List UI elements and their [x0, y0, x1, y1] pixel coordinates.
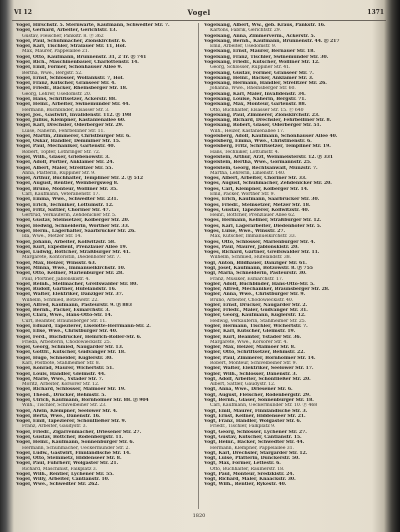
entry-text: Vogel, Willy, Arbeiter, Cantianstr. 10.	[16, 477, 110, 483]
entry-text: Vogelsang, Hermann, Händler, Strelitzer Str. 26.	[204, 81, 327, 87]
entry-text: Vogel, Adolf, Portier, Anklamer Str. 24.	[16, 160, 115, 166]
entry-text: Vogl, Maria, Schneiderin, Pasteurstr. 30.	[204, 271, 307, 277]
entry-text: Vogel, Gustav, Böttcher, Rodenbergstr. 11.	[16, 434, 124, 440]
entry-text: Vogel, Franz, Kutscher, Granseer Str. 4.	[16, 81, 116, 87]
entry-text: Vogelsberg, Fritz, Schriftsetzer, Templiner Str. 19.	[204, 144, 331, 150]
entry-text: Carl, Kaufmann, Ueckermünder Str. 10. Ⓟ 468	[210, 403, 318, 409]
entry-text: Vogel, Arthur, Buchhalter, Templiner Str. 2. Ⓟ 512	[16, 176, 144, 182]
entry-text: Vogler, Alfred, Mechaniker, Braunsberger Str. 28.	[204, 287, 330, 293]
entry-text: Frieda, Arbeiterin, Chodowieckistr. 25.	[22, 339, 111, 345]
entry-text: Vogel, Otto, Kaufmann, Brunnenstr. 31, 2 Tr. Ⓟ 741	[16, 54, 147, 60]
entry-text: Vogt, Anna, Wwe., Driesener Str. 6.	[204, 387, 293, 393]
entry-text: Hermann, Schuhmacher, Ueckermünder Str. 2.	[22, 445, 130, 451]
entry-text: Vogelstein, Georg, Rechtsanwalt, Münzstr. 7.	[204, 165, 318, 171]
entry-text: Vogt, Gustav, Kutscher, Cantianstr. 15.	[204, 434, 302, 440]
entry-text: Vogel, Max, Heizer, Winsstr. 63.	[16, 260, 97, 266]
entry-text: Vogel, Gerhard, Arbeiter, Gerichtstr. 13.	[16, 28, 118, 34]
entry-text: Vogel, Ernst, Schlosser, Wollankstr. 7, Hof.	[16, 75, 124, 81]
entry-text: Vogelsang, Albert, Ww., geb. Kraus, Pankstr. 16.	[204, 23, 326, 28]
entry-text: Anna, Plätterin, Ruppiner Str. 9.	[22, 170, 96, 176]
entry-text: Vogelsberg, Emma, Wwe., Christinenstr. 6.	[204, 139, 312, 145]
entry-text: Vogel, Eduard, Tapezierer, Liselotte-Herrmann-Str. 2.	[16, 324, 151, 330]
entry-text: Vogel, Ferd., Buchdrucker, Heinrich-Roller-Str. 6.	[16, 334, 142, 340]
entry-text: Voges, Albert, Arbeiter, Choriner Str. 33.	[204, 176, 307, 182]
entry-text: Vogt, Franz, Händler, Wolgaster Str. 6.	[204, 419, 302, 425]
entry-text: Vogel, Otto, Steinmetz, Hiddenseer Str. 8.	[16, 456, 122, 462]
entry-text: Luise, Näherin, Fehrbelliner Str. 11.	[22, 128, 105, 134]
entry-text: Vogel, Friedr., Zigarrenmacher, Driesener Str. 27.	[16, 429, 142, 435]
entry-text: Richard, Maschinist, Falkplatz 3.	[22, 466, 98, 472]
entry-text: Vogel, Alfred, Kaufmann, Pasteurstr. 9. Ⓟ 883	[16, 302, 132, 308]
entry-text: Vogler, Otto, Schriftsetzer, Behmstr. 22.	[204, 350, 305, 356]
entry-text: Margarete, Wwe., Korsörer Str. 4.	[210, 339, 288, 345]
entry-text: Hermann, Klempner, Pappelallee 31.	[210, 445, 294, 451]
entry-text: Max, Maurer, Pappelallee 21.	[22, 49, 90, 55]
page-title: Vogel	[187, 8, 211, 17]
entry-text: Vogler, Wilh., Schlosser, Dänenstr. 3.	[204, 371, 298, 377]
entry-text: Vogel, Hirschstr. 5. Sternwarte, Kaufmann, Schwedter Str. 7.	[16, 23, 170, 28]
entry-text: Vogel, Paul, Mechaniker, Gartenstr. 40.	[16, 144, 116, 150]
entry-text: Vogel, Marie, Wwe., Ystader Str. 7.	[16, 376, 104, 382]
entry-text: Vogt, Georg, Schlosser, Lychener Str. 27.	[204, 429, 307, 435]
entry-text: Gustav, Fleischer, Pankstr. 8. Ⓟ 362	[22, 33, 104, 39]
entry-text: Vogel, Konrad, Maurer, Wichertstr. 51.	[16, 366, 114, 372]
entry-text: Franz, Arbeiter, Gaudystr. 3.	[22, 424, 87, 430]
right-column	[204, 23, 382, 509]
entry-text: Vogel, Heinr., Kaufmann, Sonnenburger Str. 6.	[16, 440, 135, 446]
entry-text: Vogel, Richard, Schlosser, Malmöer Str. 19.	[16, 387, 126, 393]
directory-entry	[204, 482, 382, 487]
entry-text: Voges, Richard, Gärtner, Greifswalder Str. 11.	[204, 250, 320, 256]
entry-text: Vogel, Walter, Elektriker, Danziger Str. 37.	[16, 292, 124, 298]
entry-text: Vogler, Walter, Elektriker, Seelower Str. 17.	[204, 366, 314, 372]
entry-text: Vogel, Heinr., Arbeiter, Swinemünder Str. 44.	[16, 102, 130, 108]
entry-text: Voges, August, Schuhmacher, Zehdenicker Str. 20.	[204, 181, 332, 187]
entry-text: Ida, Wwe., Metzer Str. 14.	[22, 234, 82, 240]
entry-text: Vogel, Louis, Händler, Gleimstr. 44.	[16, 371, 106, 377]
entry-text: Vogel, Elise, Wwe., Christburger Str. 40.	[16, 329, 118, 335]
entry-text: Robert, Monteur, Schivelbeiner Str. 9.	[210, 361, 297, 366]
entry-text: Vogel, Albert, Maler, Strelitzer Str. 55.	[16, 165, 114, 171]
entry-text: Vogelsang, Franz, Tischler, Swinemünder Str. 30.	[204, 54, 329, 60]
entry-text: Vogel, Rich., Maschinenbauer, Charlottenstr. 14.	[16, 59, 139, 65]
entry-text: Vogler, Friedr., Maler, Gudvanger Str. 31.	[204, 308, 308, 314]
page-number-right: 1371	[367, 9, 384, 16]
entry-text: Bertha, Wwe., Bergstr. 52.	[22, 70, 83, 76]
entry-text: Wilh., Tischler, Schivelbeiner Str. 23.	[22, 403, 107, 409]
entry-text: Emil, Packer, Wörther Str. 9.	[210, 192, 275, 197]
entry-text: Vogler, Ernst, Drucker, Naugarder Str. 2.	[204, 302, 308, 308]
entry-text: Vogel, Bernh., Packer, Esmarchstr. 3.	[16, 308, 110, 314]
entry-text: Voges, Hermann, Kellner, Straßburger Str. 12.	[204, 218, 322, 224]
entry-text: Margarete, Kontoristin, Diedenhofer Str. 7.	[22, 255, 121, 261]
entry-text: Vogt, Max, Former, Lettestr. 6.	[204, 461, 281, 467]
entry-text: Kartons, Fabrik, Gerichtstr. 29.	[210, 28, 282, 34]
entry-text: Georg, Schlosser, Ruppiner Str. 41.	[210, 65, 291, 71]
entry-text: Vogel, Bruno, Monteur, Wolliner Str. 35.	[16, 186, 118, 192]
entry-text: Hans, Techniker, Lottumstr. 4.	[210, 149, 279, 155]
entry-text: Johanna, Wwe., Rheinsberger Str. 60.	[210, 86, 296, 92]
entry-text: Emil, Arbeiter, Usedomstr. 9.	[210, 44, 277, 50]
entry-text: Hermann, Buchbinder, Elsasser Str. 3.	[22, 107, 110, 113]
header-rule	[12, 20, 386, 21]
entry-text: Vogt, Bernh., Glaser, Sonnenburger Str. 18.	[204, 397, 314, 403]
entry-text: Max, Kutscher, Immanuelkirchstr. 33.	[210, 234, 296, 240]
entry-text: Voges, Gustav, Tapezierer, Kollwitzstr. 40.	[204, 207, 310, 213]
entry-text: Vogelsberg, Adolf, Kaufmann, Schönhauser Allee 40.	[204, 133, 338, 139]
entry-text: Vogel, Alwin, Klempner, Seelower Str. 4.	[16, 408, 118, 414]
entry-text: Vogel, Erich, Techniker, Lottumstr. 12.	[16, 202, 114, 208]
entry-text: Vogel, Hans, Schriftsetzer, Ackerstr. 88.	[16, 96, 117, 102]
entry-text: Vogel, Reinh., Stellmacher, Greifswalder Str. 80.	[16, 281, 138, 287]
entry-text: Vogler, Paul, Zimmerer, Bornholmer Str. 14.	[204, 355, 316, 361]
entry-text: Vogel, Emil, Former, Schönhauser Allee 9.	[16, 65, 123, 71]
entry-text: Vogt, Adolf, Arbeiter, Schönfließer Str. 20.	[204, 376, 311, 382]
entry-text: Vogel, Friedr., Bäcker, Rheinsberger Str. 18.	[16, 86, 128, 92]
entry-text: Vogel, Clara, Wwe., Hans-Otto-Str. 14.	[16, 313, 113, 319]
entry-text: Otto, Buchhalter, Raumerstr. 18.	[210, 466, 285, 472]
entry-text: Vogel, Wilh., Rentier, Lychener Str. 55.	[16, 471, 114, 477]
entry-text: Voges, Friedr., Steinsetzer, Metzer Str. 18.	[204, 202, 311, 208]
entry-text: Vogel, Paul, Fuhrherr, Wolgaster Str. 21.	[16, 461, 119, 467]
entry-text: Vogel, Emil, Tapezierer, Schönfließer Str. 9.	[16, 419, 127, 425]
entry-text: Vogt, Richard, Maler, Knaackstr. 30.	[204, 477, 296, 483]
entry-text: Voges, Otto, Schlosser, Marienburger Str. 4.	[204, 239, 316, 245]
entry-text: Georg, Lehrer, Usedomstr. 20.	[22, 91, 92, 97]
entry-text: Vogelsang, Anna, Zimmerverm., Ackerstr. 5.	[204, 33, 316, 39]
entry-text: Voges, Paul, Maurer, Jablonskistr. 20.	[204, 244, 299, 250]
entry-text: Vogelsang, Heinr., Bäcker, Anklamer Str. 3.	[204, 75, 314, 81]
entry-text: Carl, Kaufmann, Veteranenstr. 17.	[22, 192, 100, 197]
entry-text: Vogt, Wilh., Rentier, Rykestr. 40.	[204, 482, 287, 488]
entry-text: Vogler, Max, Heizer, Malmöer Str. 8.	[204, 345, 296, 351]
entry-text: Franz, Musiker, Esmarchstr. 17.	[210, 276, 284, 282]
entry-text: Albert, Sattler, Gaudystr. 12.	[210, 382, 276, 388]
entry-text: Voges, Carl, Klempner, Kolberger Str. 14.	[204, 186, 309, 192]
entry-text: Vogel, Kurt, Expedient, Prenzlauer Allee 19.	[16, 244, 128, 250]
entry-text: Vogel, Karl, Drechsler, Oderberger Str. 29.	[16, 123, 124, 129]
entry-text: Vogel, Ludwig, Böttcher, Straßburger Str. 41.	[16, 250, 131, 256]
entry-text: Vogelsang, Gustav, Former, Granseer Str. 7.	[204, 70, 314, 76]
entry-text: Voges, Erich, Kaufmann, Saarbrücker Str. 30.	[204, 197, 320, 203]
entry-text: Gertrud, Verkäuferin, Zehdenicker Str. 5.	[22, 213, 117, 219]
entry-text: Vogel, Berta, Wwe., Dänenstr. 16.	[16, 413, 101, 419]
entry-text: Vogel, Herm., Lagerhalter, Saarbrücker Str. 26.	[16, 228, 136, 234]
entry-text: Vogelstein, Arthur, Arzt, Weinmeisterstr. 12. Ⓟ 331	[204, 155, 334, 161]
directory-entry	[16, 482, 194, 487]
entry-text: Vogt, Luise, Plätterin, Dunckerstr. 50.	[204, 456, 300, 462]
entry-text: Martha, Lehrerin, Linienstr. 140.	[210, 170, 286, 176]
entry-text: Vogel, Julius, Klempner, Kastanienallee 60.	[16, 118, 126, 124]
left-column	[16, 23, 194, 509]
entry-text: Vogl, Anton, Bildhauer, Danziger Str. 61.	[204, 260, 307, 266]
entry-text: Vogel, Georg, Schmied, Naugarder Str. 13.	[16, 345, 124, 351]
entry-text: Vogel, Otto, Kellner, Marienburger Str. 28.	[16, 271, 124, 277]
entry-text: Heinr., Böttcher, Prenzlauer Allee 62.	[210, 213, 296, 219]
entry-text: Vogelsang, Bernh., Kaufmann, Brunnenstr. 44. Ⓟ 217	[204, 38, 340, 44]
entry-text: Vogt, Karl, Drechsler, Stargarder Str. 12.	[204, 450, 308, 456]
entry-text: Vogel, Paul, Schuhmacher, Zionskirchstr. 6.	[16, 38, 127, 44]
entry-text: Vogel, Wwe., Schwedter Str. 262.	[16, 482, 99, 488]
entry-text: Vogel, Hedwig, Schneiderin, Wörther Str. 33.	[16, 223, 130, 229]
entry-text: Vogt, Heinr., Bäcker, Schwedter Str. 44.	[204, 440, 305, 446]
entry-text: Vogelsang, Max, Monteur, Gartenstr. 88.	[204, 102, 307, 108]
entry-text: Vogler, Georg, Kaufmann, Kuglerstr. 12.	[204, 313, 306, 319]
entry-text: Vogelsang, Robert, Glaser, Oderberger Str. 51.	[204, 123, 322, 129]
directory-page	[12, 6, 386, 526]
entry-text: Vogel, Emma, Wwe., Schwedter Str. 231.	[16, 197, 119, 203]
entry-text: Vogler, Hermann, Tischler, Wichertstr. 7.	[204, 324, 308, 330]
entry-text: Vogel, Minna, Wwe., Immanuelkirchstr. 10.	[16, 265, 126, 271]
entry-text: Vogelsang, Friedr., Kutscher, Wolliner Str. 12.	[204, 59, 320, 65]
entry-text: Vogel, Oskar, Händler, Demminer Str. 15.	[16, 139, 121, 145]
entry-text: Vogel, Gottfr., Kutscher, Gudvanger Str. 18.	[16, 350, 126, 356]
entry-text: Vogt, Emil, Maurer, Finnländische Str. 3.	[204, 408, 308, 414]
entry-text: Voges, Luise, Wwe., Winsstr. 27.	[204, 228, 286, 234]
entry-text: Vogel, Karl, Tischler, Stralauer Str. 11, Hof.	[16, 44, 127, 50]
entry-text: Vogel, Hugo, Schneider, Kuglerstr. 30.	[16, 355, 113, 361]
entry-text: Vogt, Ernst, Kellner, Hiddenseer Str. 21.	[204, 413, 306, 419]
entry-text: Vogel, Martin, Zimmerer, Christburger Str. 6.	[16, 133, 131, 139]
entry-text: Vogelsang, Ernst, Maurer, Bernauer Str. 18.	[204, 49, 315, 55]
entry-text: Vogelsang, Paul, Zimmerer, Zionskirchstr. 23.	[204, 112, 320, 118]
entry-text: Voges, Karl, Lagerarbeiter, Diedenhofer Str. 5.	[204, 223, 322, 229]
page-footer-number: 1820	[192, 513, 206, 519]
entry-text: Wilhelm, Schmied, Hufelandstr. 38.	[210, 255, 291, 261]
entry-text: Vogler, Anna, Wwe., Christburger Str. 9.	[204, 292, 306, 298]
entry-text: Friedr., Tischler, Falkplatz 9.	[210, 424, 276, 430]
entry-text: Curt, Beamter, Braunsberger Str. 11.	[22, 318, 107, 324]
entry-text: Wilhelm, Schmied, Bötzowstr. 22.	[22, 297, 99, 303]
page-edge-shadow	[384, 0, 400, 532]
entry-text: Paul, Pförtner, Jablonskistr. 4.	[22, 276, 90, 282]
entry-text: Vogler, Adolf, Buchbinder, Hans-Otto-Str. 5.	[204, 281, 315, 287]
entry-text: Vogler, Kurt, Beamter, Ystader Str. 36.	[204, 334, 302, 340]
page-number-left: VI 12	[14, 9, 32, 16]
entry-text: Wilh., Heizer, Kastanienallee 17.	[210, 128, 285, 134]
entry-text: Vogelstein, Bertha, Wwe., Gormannstr. 25.	[204, 160, 312, 166]
entry-text: Karl, Postbote, Stahlheimer Str. 8.	[22, 361, 101, 366]
entry-text: Vogler, Karl, Kutscher, Gleimstr. 19.	[204, 329, 296, 335]
entry-text: Vogel, Wilh., Glaser, Griebenowstr. 3.	[16, 155, 110, 161]
entry-text: Vogelsang, Louise, Näherin, Bergstr. 71.	[204, 96, 306, 102]
entry-text: Vogel, Theod., Drucker, Behmstr. 5.	[16, 392, 106, 398]
entry-text: Vogel, Johann, Arbeiter, Kollwitzstr. 58.	[16, 239, 116, 245]
entry-text: Moritz, Arbeiter, Korsörer Str. 12.	[22, 382, 100, 388]
column-divider	[198, 23, 199, 509]
entry-text: Vogel, Rudolf, Gärtner, Hufelandstr. 16.	[16, 287, 117, 293]
entry-text: Vogl, Josef, Kaufmann, Bötzowstr. 8. Ⓟ 755	[204, 265, 313, 271]
entry-text: Bruno, Arbeiter, Chodowieckistr. 40.	[210, 297, 294, 303]
entry-text: Vogel, August, Rentier, Weinbergsweg 8.	[16, 181, 119, 187]
entry-text: Otto, Buchhalter, Elsasser Str. 15. Ⓟ 640	[210, 107, 304, 113]
entry-text: Vogt, August, Fleischer, Rodenbergstr. 29.	[204, 392, 311, 398]
entry-text: Vogel, Ludw., Gastwirt, Finnländische Str. 14.	[16, 450, 131, 456]
entry-text: Vogel, Gustav, Steinsetzer, Kolberger Str. 20.	[16, 218, 130, 224]
entry-text: Vogelsang, Richard, Drechsler, Fehrbelliner Str. 8.	[204, 118, 332, 124]
entry-text: Vogel, Ulrich, Kaufmann, Bornholmer Str. 88. Ⓟ 904	[16, 397, 149, 403]
entry-text: Hedwig, Verkäuferin, Stahlheimer Str. 25.	[210, 318, 307, 324]
entry-text: Vogel, Fritz, Sattler, Choriner Str. 47.	[16, 207, 111, 213]
entry-text: Vogel, Jos., Gastwirt, Invalidenstr. 112. Ⓟ 198	[16, 112, 132, 118]
entry-text: Vogt, Paul, Monteur, Sredzkistr. 24.	[204, 471, 294, 477]
entry-text: Robert, Töpfer, Lothringer Str. 72.	[22, 149, 101, 155]
entry-text: Vogelsang, Karl, Maler, Invalidenstr. 34.	[204, 91, 306, 97]
